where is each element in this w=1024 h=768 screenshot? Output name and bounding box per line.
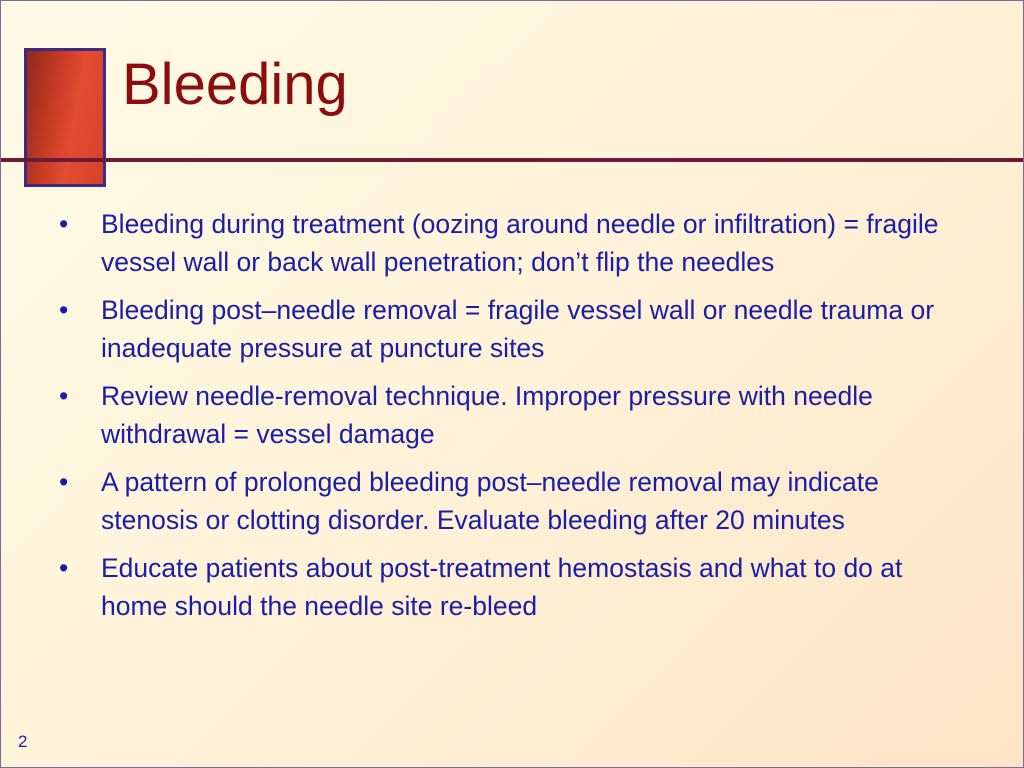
bullet-item <box>59 463 964 539</box>
bullet-text: Review needle-removal technique. Improper pressure with needle withdrawal = vessel damage <box>101 381 873 449</box>
slide-title: Bleeding <box>122 52 348 117</box>
bullet-text: Educate patients about post-treatment hemostasis and what to do at home should the needle site re-bleed <box>101 553 903 621</box>
bullet-marker: • <box>59 553 69 583</box>
title-accent-block <box>24 48 106 187</box>
bullet-item <box>59 549 964 625</box>
bullet-text: Bleeding during treatment (oozing around needle or infiltration) = fragile vessel wall or back wall penetration; don’t flip the needles <box>101 209 939 277</box>
bullet-marker: • <box>59 209 69 239</box>
bullet-marker: • <box>59 295 69 325</box>
title-divider-line <box>1 158 1023 162</box>
bullet-marker: • <box>59 381 69 411</box>
bullet-marker: • <box>59 467 69 497</box>
bullet-item <box>59 377 964 453</box>
bullet-list <box>59 205 964 635</box>
bullet-item <box>59 291 964 367</box>
bullet-text: Bleeding post–needle removal = fragile vessel wall or needle trauma or inadequate pressure at puncture sites <box>101 295 935 363</box>
page-number: 2 <box>18 732 28 751</box>
bullet-item <box>59 205 964 281</box>
bullet-text: A pattern of prolonged bleeding post–needle removal may indicate stenosis or clotting disorder. Evaluate bleeding after 20 minutes <box>101 467 879 535</box>
